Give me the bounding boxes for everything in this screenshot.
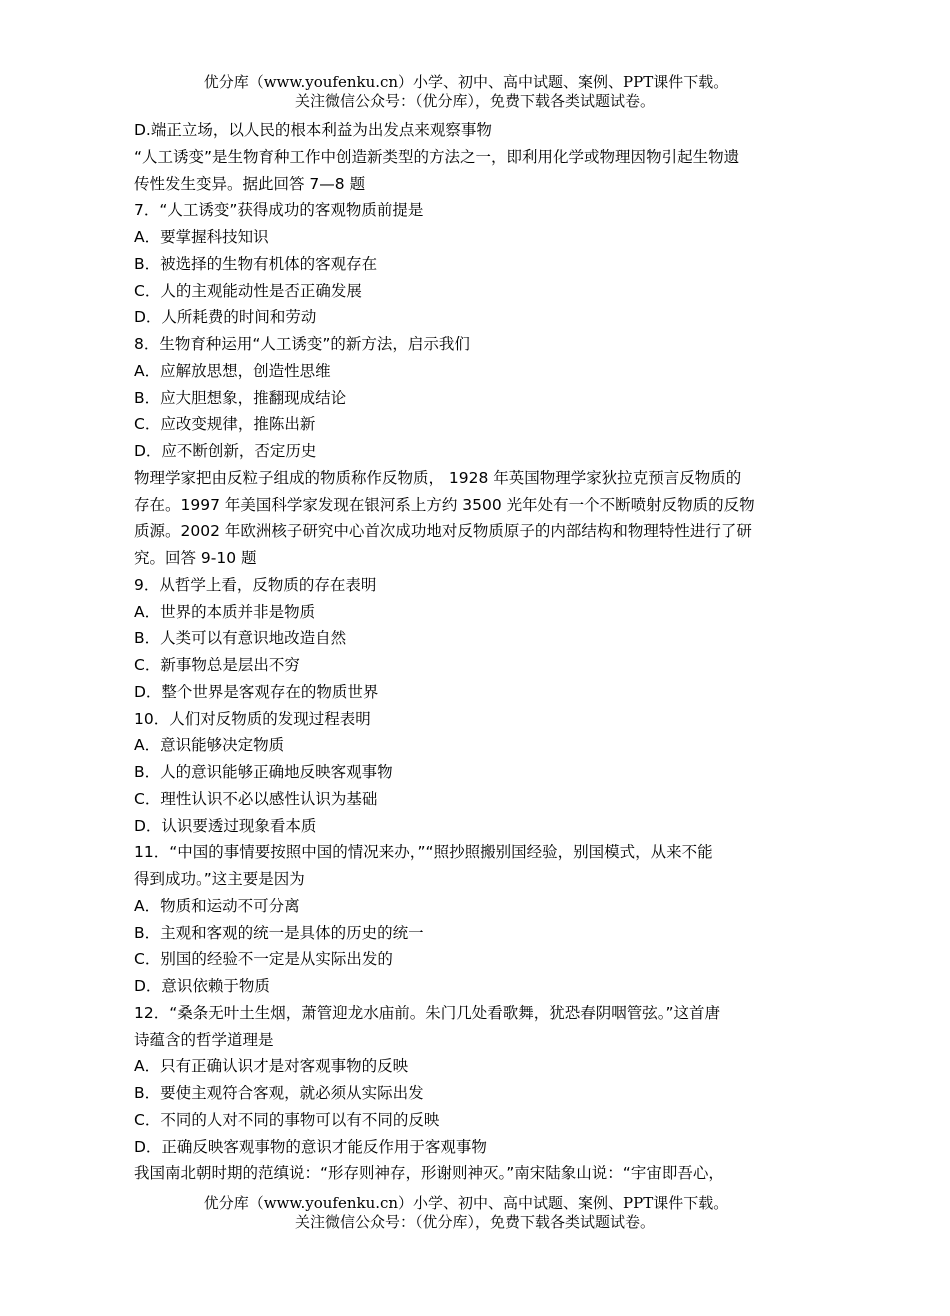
text-line: 7．“人工诱变”获得成功的客观物质前提是 bbox=[134, 201, 424, 220]
text-line: C．别国的经验不一定是从实际出发的 bbox=[134, 950, 393, 969]
text-line: B．要使主观符合客观，就必须从实际出发 bbox=[134, 1084, 424, 1102]
text-line: D.端正立场，以人民的根本利益为出发点来观察事物 bbox=[134, 121, 492, 139]
text-line: D．正确反映客观事物的意识才能反作用于客观事物 bbox=[134, 1137, 487, 1156]
text-line: B．人类可以有意识地改造自然 bbox=[134, 629, 347, 648]
text-line: C．应改变规律，推陈出新 bbox=[134, 415, 316, 434]
text-line: 9．从哲学上看，反物质的存在表明 bbox=[134, 575, 377, 594]
text-line: B．应大胆想象，推翻现成结论 bbox=[134, 388, 347, 407]
footer-site-line: 优分库（www.youfenku.cn）小学、初中、高中试题、案例、PPT课件下载。 bbox=[203, 1194, 729, 1212]
text-line: 存在。1997 年美国科学家发现在银河系上方约 3500 光年处有一个不断喷射反物质的反物 bbox=[134, 495, 755, 514]
text-line: 8．生物育种运用“人工诱变”的新方法，启示我们 bbox=[134, 335, 470, 353]
header-site-line: 优分库（www.youfenku.cn）小学、初中、高中试题、案例、PPT课件下载。 bbox=[203, 73, 729, 91]
text-line: 得到成功。”这主要是因为 bbox=[134, 870, 305, 888]
text-line: 质源。2002 年欧洲核子研究中心首次成功地对反物质原子的内部结构和物理特性进行了研 bbox=[134, 522, 752, 541]
text-line: 我国南北朝时期的范缜说：“形存则神存，形谢则神灭。”南宋陆象山说：“宇宙即吾心， bbox=[134, 1164, 724, 1183]
text-line: A．意识能够决定物质 bbox=[134, 736, 285, 755]
text-line: 12．“桑条无叶土生烟，萧管迎龙水庙前。朱门几处看歌舞，犹恐春阴咽管弦。”这首唐 bbox=[134, 1003, 721, 1022]
text-line: A．只有正确认识才是对客观事物的反映 bbox=[134, 1057, 409, 1076]
text-line: C．新事物总是层出不穷 bbox=[134, 656, 300, 674]
text-line: A．应解放思想，创造性思维 bbox=[134, 361, 331, 380]
document-body bbox=[134, 117, 864, 1187]
text-line: B．主观和客观的统一是具体的历史的统一 bbox=[134, 923, 424, 942]
text-line: D．应不断创新，否定历史 bbox=[134, 442, 317, 460]
text-line: B．被选择的生物有机体的客观存在 bbox=[134, 254, 378, 273]
footer-wechat-line: 关注微信公众号：（优分库），免费下载各类试题试卷。 bbox=[294, 1213, 655, 1231]
text-line: D．认识要透过现象看本质 bbox=[134, 816, 317, 835]
text-line: 究。回答 9-10 题 bbox=[134, 549, 257, 567]
text-line: A．世界的本质并非是物质 bbox=[134, 602, 316, 621]
text-line: D．意识依赖于物质 bbox=[134, 977, 270, 995]
text-line: 11．“中国的事情要按照中国的情况来办，”“照抄照搬别国经验，别国模式，从来不能 bbox=[134, 843, 713, 862]
page-footer bbox=[0, 1194, 950, 1232]
text-line: A．要掌握科技知识 bbox=[134, 228, 269, 246]
text-line: C．不同的人对不同的事物可以有不同的反映 bbox=[134, 1110, 440, 1129]
text-line: 传性发生变异。据此回答 7—8 题 bbox=[134, 174, 366, 193]
header-wechat-line: 关注微信公众号：（优分库），免费下载各类试题试卷。 bbox=[294, 92, 655, 110]
text-line: B．人的意识能够正确地反映客观事物 bbox=[134, 763, 393, 781]
text-line: D．整个世界是客观存在的物质世界 bbox=[134, 682, 379, 701]
text-line: 诗蕴含的哲学道理是 bbox=[134, 1030, 274, 1049]
text-line: A．物质和运动不可分离 bbox=[134, 896, 300, 915]
text-line: 物理学家把由反粒子组成的物质称作反物质， 1928 年英国物理学家狄拉克预言反物质的 bbox=[134, 468, 742, 487]
text-line: D．人所耗费的时间和劳动 bbox=[134, 308, 317, 327]
text-line: “人工诱变”是生物育种工作中创造新类型的方法之一，即利用化学或物理因物引起生物遗 bbox=[134, 147, 740, 166]
page-header bbox=[0, 73, 950, 111]
text-line: C．理性认识不必以感性认识为基础 bbox=[134, 789, 378, 808]
text-line: C．人的主观能动性是否正确发展 bbox=[134, 281, 362, 300]
text-line: 10．人们对反物质的发现过程表明 bbox=[134, 709, 371, 728]
